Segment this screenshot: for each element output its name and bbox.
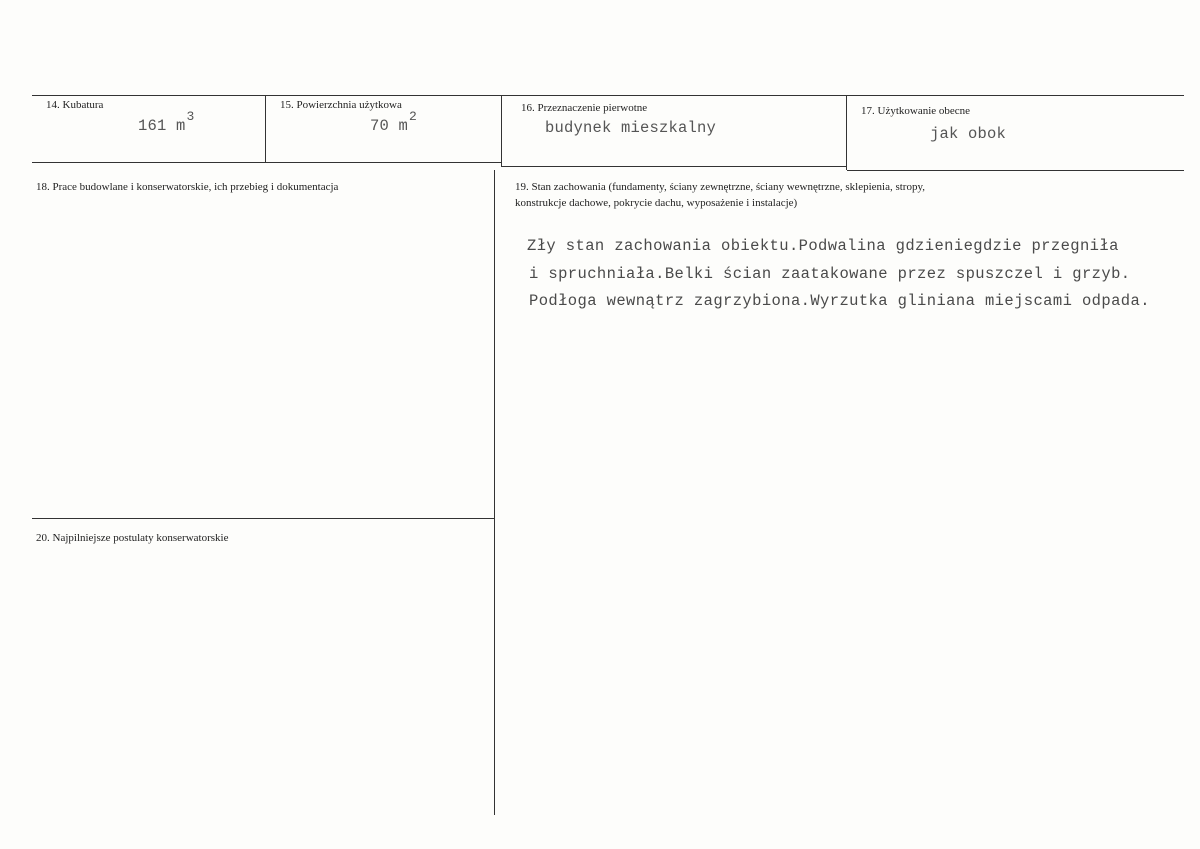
header-bottom-rule-far-right	[847, 170, 1184, 171]
main-column-divider	[494, 170, 495, 815]
field-20-label: 20. Najpilniejsze postulaty konserwatorskie	[36, 532, 229, 544]
field-14-label: 14. Kubatura	[46, 99, 104, 111]
field-16-label: 16. Przeznaczenie pierwotne	[521, 102, 648, 114]
col-divider-14-15	[265, 95, 266, 162]
field-16-value: budynek mieszkalny	[545, 119, 717, 137]
field-17-label: 17. Użytkowanie obecne	[861, 105, 971, 117]
field-19-label-line-1: 19. Stan zachowania (fundamenty, ściany zewnętrzne, ściany wewnętrzne, sklepienia, stropy,	[515, 181, 926, 193]
header-bottom-rule-left	[32, 162, 502, 163]
volume-unit-exponent: 3	[186, 109, 195, 124]
field-15-value	[370, 109, 418, 135]
field-14-value	[138, 109, 195, 135]
col-divider-15-16	[501, 95, 502, 167]
header-bottom-rule-right	[502, 166, 847, 167]
col-divider-16-17	[846, 95, 847, 170]
volume-value: 161 m	[138, 117, 186, 135]
condition-text-line-2: i spruchniała.Belki ścian zaatakowane przez spuszczel i grzyb.	[529, 265, 1131, 283]
area-unit-exponent: 2	[409, 109, 418, 124]
section-18-20-divider	[32, 518, 495, 519]
field-15-label: 15. Powierzchnia użytkowa	[280, 99, 402, 111]
field-19-label-line-2: konstrukcje dachowe, pokrycie dachu, wyposażenie i instalacje)	[515, 197, 798, 209]
area-value: 70 m	[370, 117, 409, 135]
top-rule	[32, 95, 1184, 96]
field-17-value: jak obok	[930, 125, 1007, 143]
field-18-label: 18. Prace budowlane i konserwatorskie, ich przebieg i dokumentacja	[36, 181, 339, 193]
condition-text-line-3: Podłoga wewnątrz zagrzybiona.Wyrzutka gliniana miejscami odpada.	[529, 292, 1150, 310]
condition-text-line-1: Zły stan zachowania obiektu.Podwalina gdzieniegdzie przegniła	[527, 237, 1119, 255]
